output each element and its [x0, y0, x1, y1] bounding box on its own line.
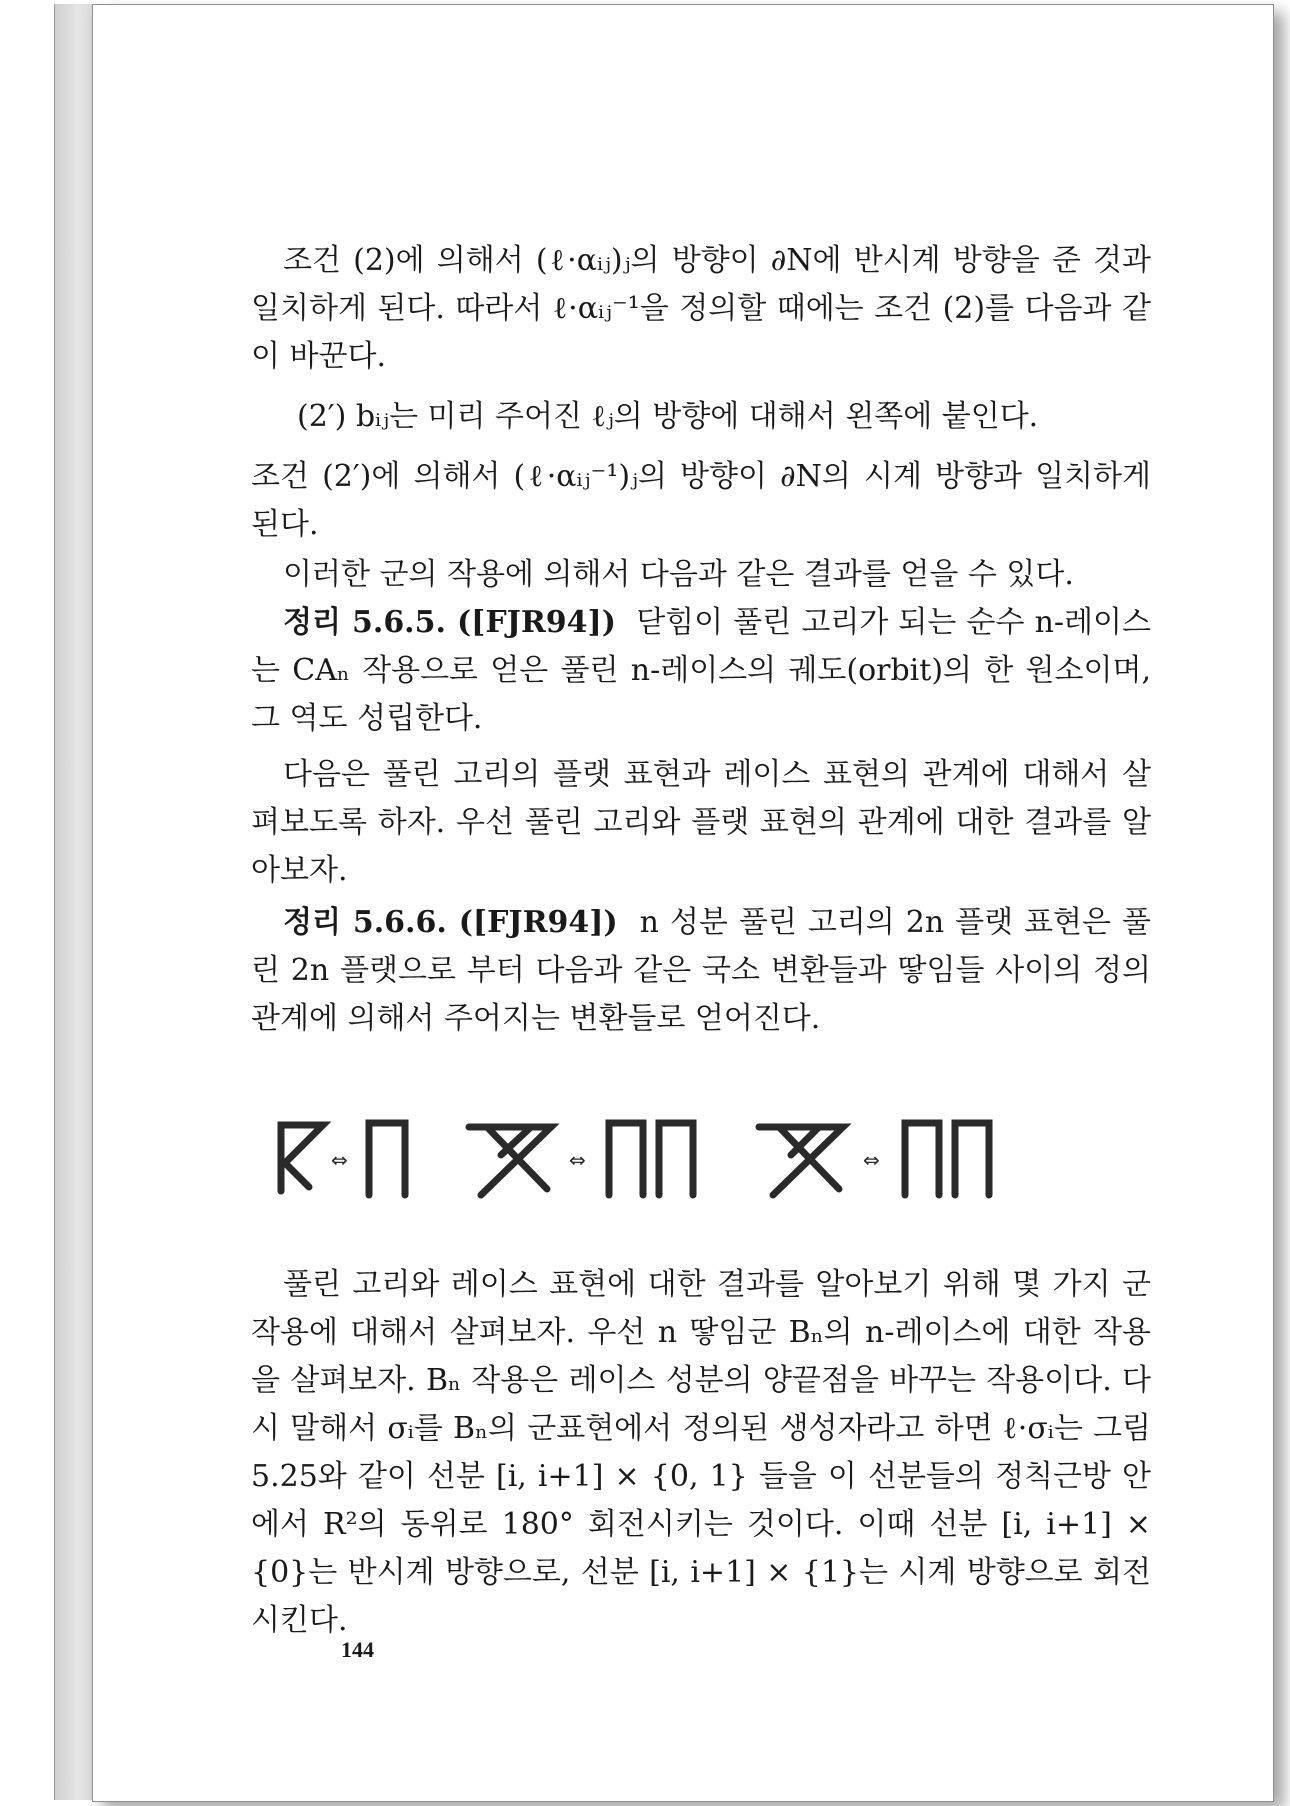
equivalence-arrow: ⇔	[331, 1148, 348, 1172]
book-page	[92, 4, 1274, 1802]
paragraph-4: 다음은 풀린 고리의 플랫 표현과 레이스 표현의 관계에 대해서 살펴보도록 하자. 우선 풀린 고리와 플랫 표현의 관계에 대한 결과를 알아보자.	[251, 757, 1151, 888]
paragraph-3: 이러한 군의 작용에 의해서 다음과 같은 결과를 얻을 수 있다.	[283, 557, 1074, 592]
paragraph-5: 풀린 고리와 레이스 표현에 대한 결과를 알아보기 위해 몇 가지 군 작용에 대해서 살펴보자. 우선 n 땋임군 Bₙ의 n-레이스에 대한 작용을 살펴보자. Bₙ 작용은 레이스 성분의 양끝점을 바꾸는 작용이다. 다시 말해서 σᵢ를 Bₙ의 군표현에서 정의된 생성자라고 하면 ℓ·σᵢ는 그림 5.25와 같이 선분 [i, i+1] × {0, 1} 들을 이 선분들의 정칙근방 안에서 R²의 동위로 180° 회전시키는 것이다. 이때 선분 [i, i+1] × {0}는 반시계 방향으로, 선분 [i, i+1] × {1}는 시계 방향으로 회전시킨다.	[251, 1267, 1151, 1638]
double-flat-diagram-1	[609, 1123, 693, 1195]
kink-flat-diagram	[281, 1125, 323, 1191]
theorem-title: 정리 5.6.5. ([FJR94])	[283, 605, 616, 640]
equivalence-arrow: ⇔	[569, 1148, 586, 1172]
page-number: 144	[341, 1637, 374, 1662]
book-spine-edge	[54, 4, 93, 1800]
double-flat-diagram-2	[905, 1123, 989, 1195]
theorem-5-6-5	[251, 599, 1151, 743]
theorem-5-6-6	[251, 899, 1151, 1043]
theorem-body: 닫힘이 풀린 고리가 되는 순수 n-레이스는 CAₙ 작용으로 얻은 풀린 n-레이스의 궤도(orbit)의 한 원소이며, 그 역도 성립한다.	[251, 605, 1151, 736]
condition-2-prime: (2′) bᵢⱼ는 미리 주어진 ℓⱼ의 방향에 대해서 왼쪽에 붙인다.	[297, 399, 1039, 434]
theorem-body: n 성분 풀린 고리의 2n 플랫 표현은 풀린 2n 플랫으로 부터 다음과 같은 국소 변환들과 땋임들 사이의 정의관계에 의해서 주어지는 변환들로 얻어진다.	[251, 905, 1151, 1036]
equivalence-arrow: ⇔	[863, 1148, 880, 1172]
single-flat-diagram	[369, 1123, 405, 1195]
crossing-flat-diagram-1	[469, 1127, 551, 1195]
theorem-title: 정리 5.6.6. ([FJR94])	[283, 905, 618, 940]
crossing-flat-diagram-2	[759, 1127, 843, 1195]
flat-transformations-figure	[251, 1105, 1151, 1215]
paragraph-1: 조건 (2)에 의해서 (ℓ·αᵢⱼ)ⱼ의 방향이 ∂N에 반시계 방향을 준 것과 일치하게 된다. 따라서 ℓ·αᵢⱼ⁻¹을 정의할 때에는 조건 (2)를 다음과 같이 바꾼다.	[251, 243, 1151, 374]
paragraph-2: 조건 (2′)에 의해서 (ℓ·αᵢⱼ⁻¹)ⱼ의 방향이 ∂N의 시계 방향과 일치하게 된다.	[251, 459, 1151, 542]
